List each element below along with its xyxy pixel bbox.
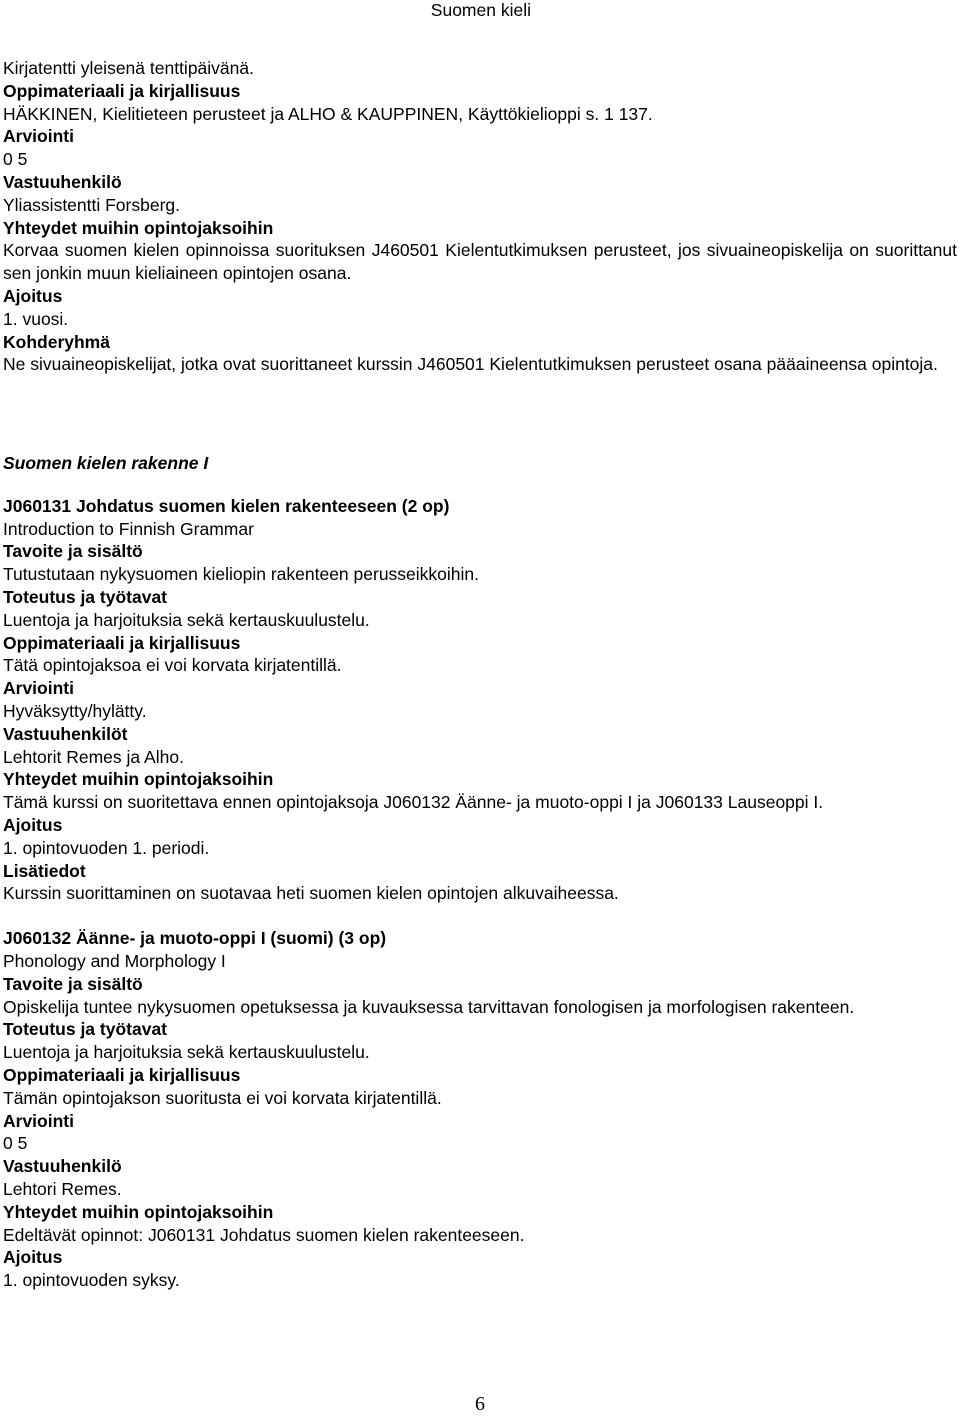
field-label: Tavoite ja sisältö — [3, 973, 143, 994]
field-text: Tätä opintojaksoa ei voi korvata kirjatentillä. — [3, 655, 342, 676]
field-text: Lehtori Remes. — [3, 1178, 122, 1199]
field-label: Yhteydet muihin opintojaksoihin — [3, 217, 274, 238]
field-label: Arviointi — [3, 1110, 74, 1131]
field-text: Luentoja ja harjoituksia sekä kertauskuulustelu. — [3, 609, 370, 630]
field-label: Toteutus ja työtavat — [3, 1019, 168, 1040]
field-label: Vastuuhenkilö — [3, 171, 122, 192]
page-header: Suomen kieli — [430, 0, 531, 20]
field-text: Edeltävät opinnot: J060131 Johdatus suomen kielen rakenteeseen. — [3, 1224, 525, 1245]
course-block — [3, 495, 957, 905]
field-text: Korvaa suomen kielen opinnoissa suorituksen J460501 Kielentutkimuksen perusteet, jos sivuaineopiskelija on suorittanut sen jonkin muun kieliaineen opintojen osana. — [3, 240, 957, 284]
main-section — [3, 452, 957, 1314]
course-block — [3, 927, 957, 1292]
field-label: Ajoitus — [3, 285, 63, 306]
intro-text: Kirjatentti yleisenä tenttipäivänä. — [3, 58, 254, 78]
field-label: Arviointi — [3, 126, 74, 147]
field-label: Ajoitus — [3, 1247, 63, 1268]
course-title: J060132 Äänne- ja muoto-oppi I (suomi) (3 op) — [3, 928, 387, 949]
field-text: Ne sivuaineopiskelijat, jotka ovat suorittaneet kurssin J460501 Kielentutkimuksen perusteet osana pääaineensa opintoja. — [3, 354, 938, 375]
field-text: Lehtorit Remes ja Alho. — [3, 746, 184, 767]
course-subtitle: Introduction to Finnish Grammar — [3, 518, 254, 539]
field-text: Tämä kurssi on suoritettava ennen opintojaksoja J060132 Äänne- ja muoto-oppi I ja J060133 Lauseoppi I. — [3, 792, 824, 813]
page-number: 6 — [475, 1393, 485, 1415]
field-label: Oppimateriaali ja kirjallisuus — [3, 1064, 241, 1085]
field-text: 1. opintovuoden 1. periodi. — [3, 837, 210, 858]
field-text: Hyväksytty/hylätty. — [3, 700, 147, 721]
field-label: Tavoite ja sisältö — [3, 541, 143, 562]
field-label: Lisätiedot — [3, 860, 86, 881]
field-label: Toteutus ja työtavat — [3, 586, 168, 607]
section-title: Suomen kielen rakenne I — [3, 453, 209, 473]
field-label: Vastuuhenkilöt — [3, 723, 128, 744]
field-label: Vastuuhenkilö — [3, 1156, 122, 1177]
field-label: Kohderyhmä — [3, 331, 110, 352]
field-text: 1. vuosi. — [3, 308, 69, 329]
field-label: Yhteydet muihin opintojaksoihin — [3, 1201, 274, 1222]
course-subtitle: Phonology and Morphology I — [3, 950, 226, 971]
field-text: 0 5 — [3, 149, 28, 170]
top-section — [3, 57, 957, 376]
field-text: 1. opintovuoden syksy. — [3, 1270, 180, 1291]
field-text: 0 5 — [3, 1133, 28, 1154]
field-label: Arviointi — [3, 678, 74, 699]
field-text: HÄKKINEN, Kielitieteen perusteet ja ALHO & KAUPPINEN, Käyttökielioppi s. 1 137. — [3, 103, 653, 124]
field-text: Tämän opintojakson suoritusta ei voi korvata kirjatentillä. — [3, 1087, 442, 1108]
field-text: Opiskelija tuntee nykysuomen opetuksessa ja kuvauksessa tarvittavan fonologisen ja morfologisen rakenteen. — [3, 996, 855, 1017]
field-label: Ajoitus — [3, 814, 63, 835]
field-text: Tutustutaan nykysuomen kieliopin rakenteen perusseikkoihin. — [3, 564, 480, 585]
field-label: Oppimateriaali ja kirjallisuus — [3, 80, 241, 101]
field-text: Luentoja ja harjoituksia sekä kertauskuulustelu. — [3, 1042, 370, 1063]
field-text: Kurssin suorittaminen on suotavaa heti suomen kielen opintojen alkuvaiheessa. — [3, 883, 619, 904]
course-title: J060131 Johdatus suomen kielen rakenteeseen (2 op) — [3, 495, 450, 516]
field-text: Yliassistentti Forsberg. — [3, 194, 181, 215]
field-label: Oppimateriaali ja kirjallisuus — [3, 632, 241, 653]
field-label: Yhteydet muihin opintojaksoihin — [3, 769, 274, 790]
